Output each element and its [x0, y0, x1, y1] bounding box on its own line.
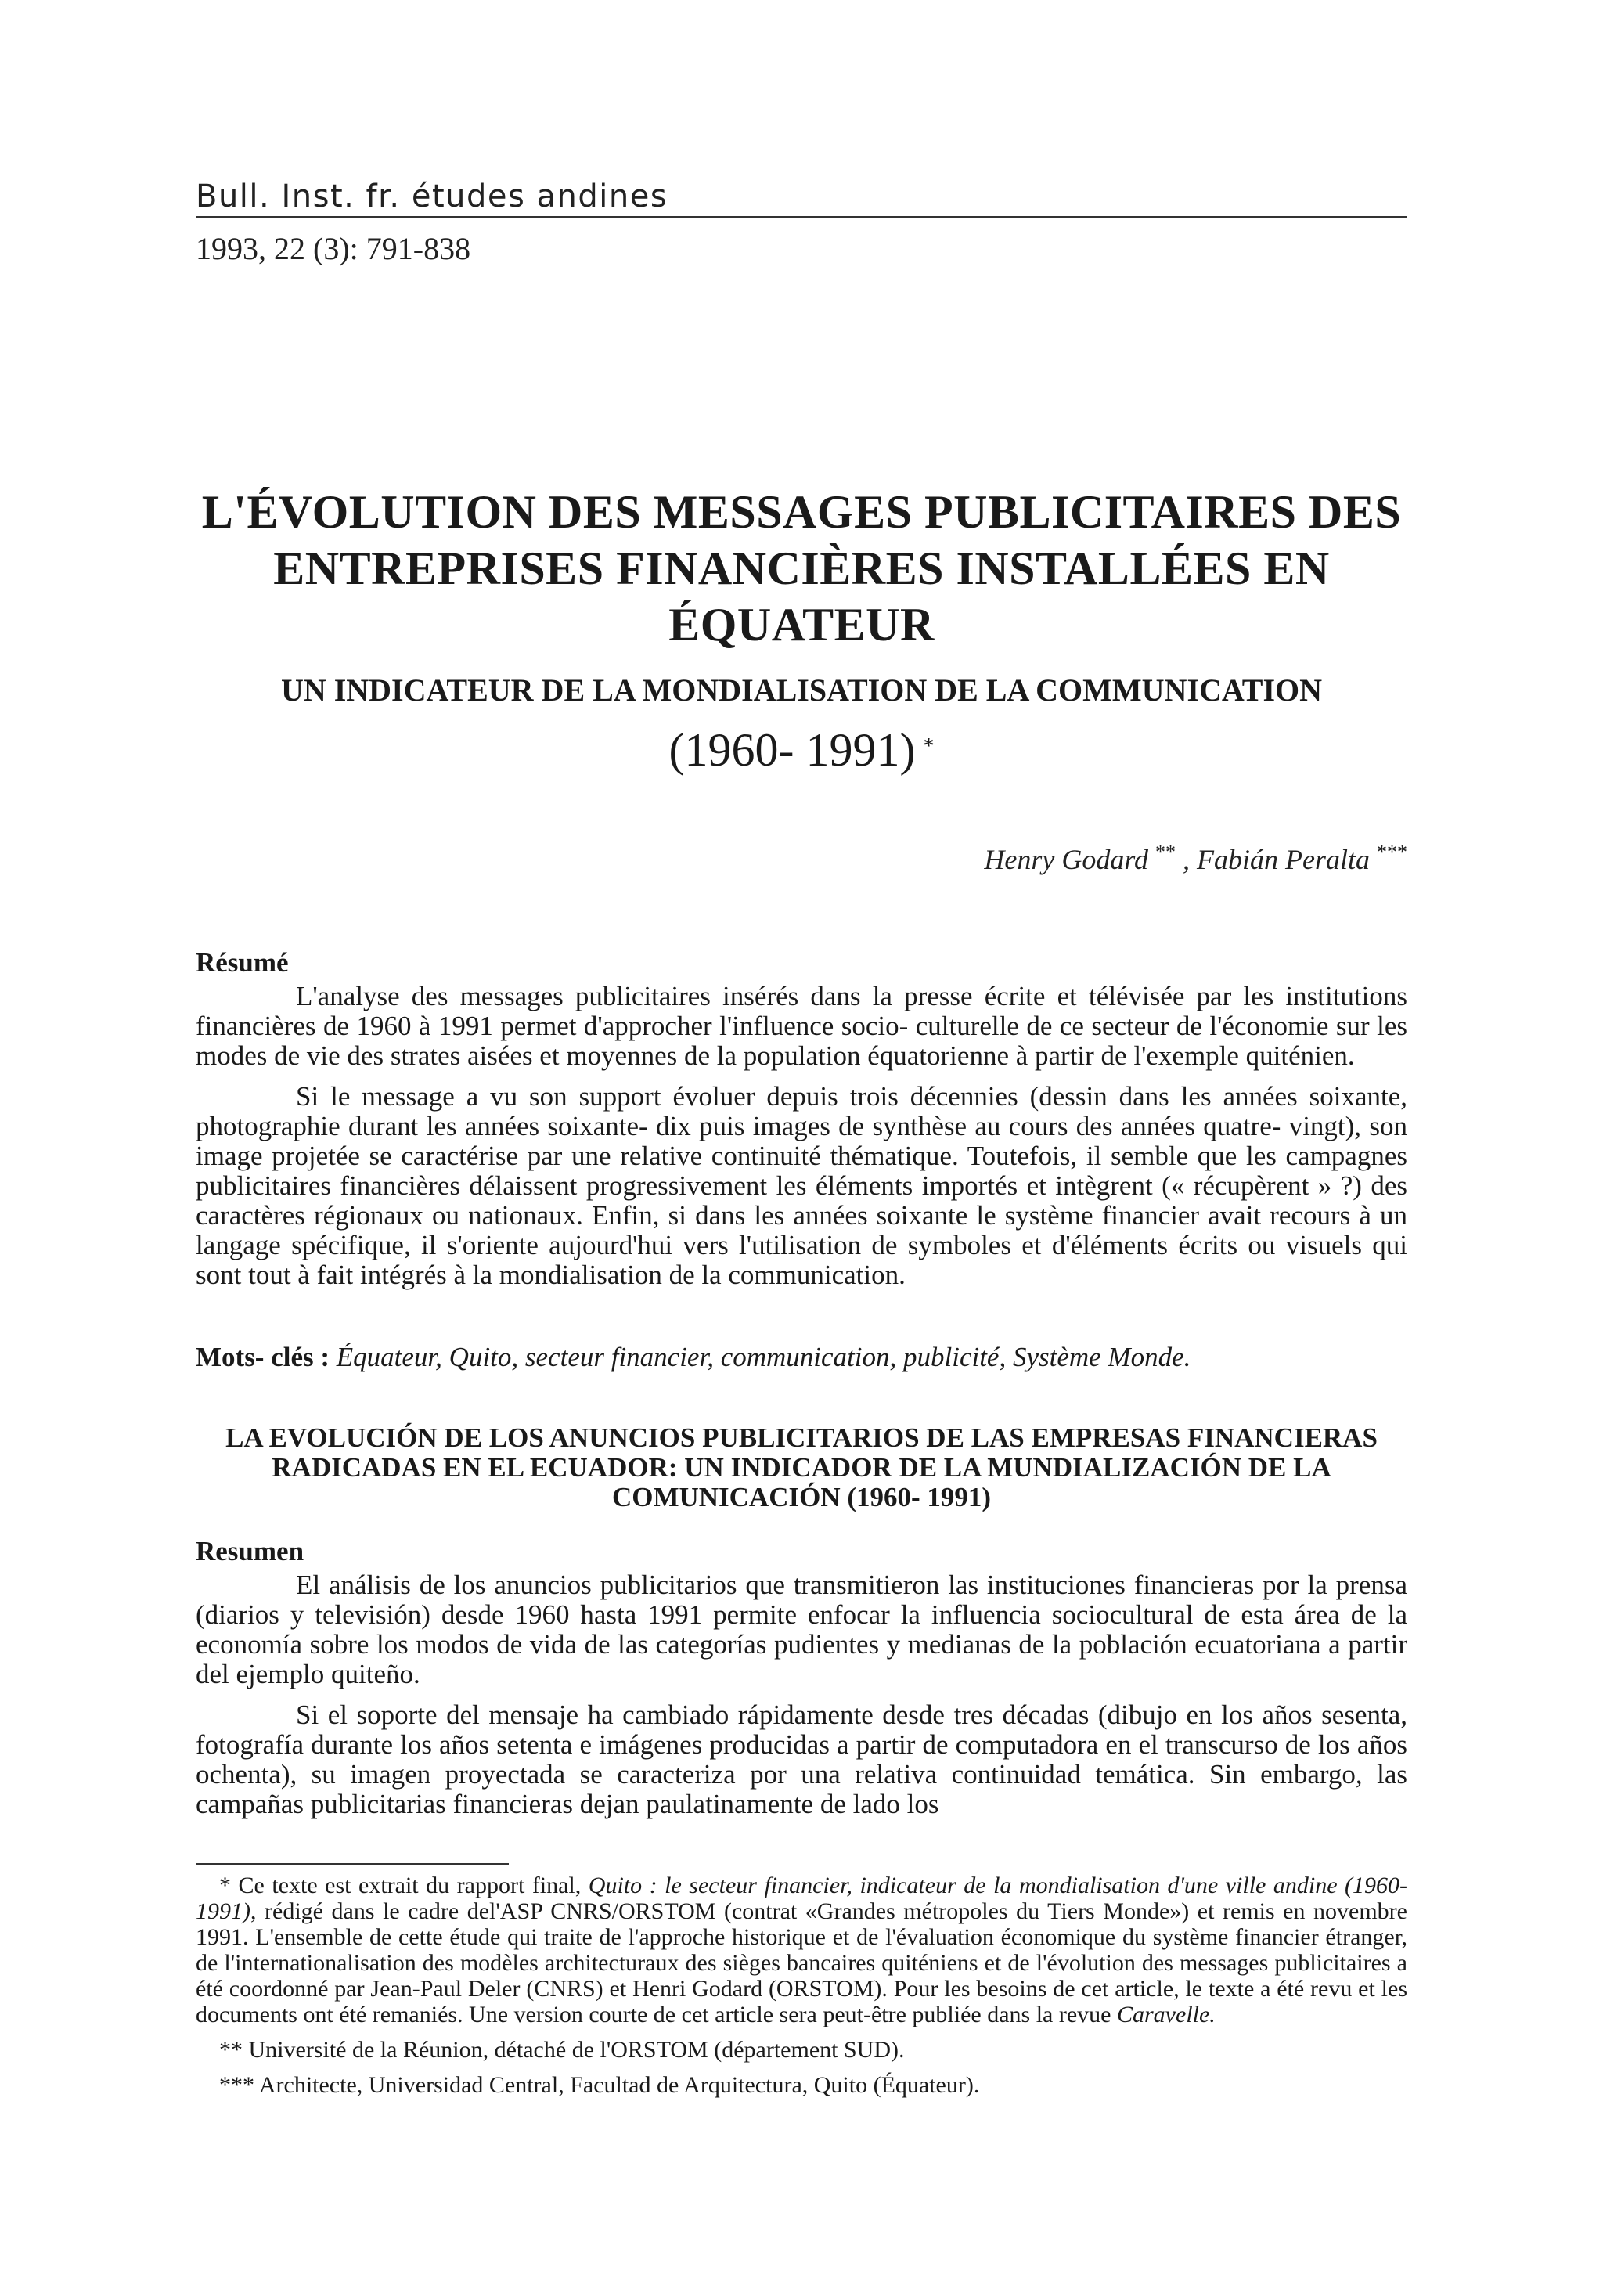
footnote-1	[196, 1872, 1407, 2027]
authors	[984, 841, 1407, 876]
article-title-block	[196, 484, 1407, 778]
footnotes	[196, 1872, 1407, 2107]
header-rule	[196, 216, 1407, 218]
keywords-label: Mots- clés :	[196, 1342, 330, 1372]
footnote-1-text: , rédigé dans le cadre del'ASP CNRS/ORSTOM (contrat «Grandes métropoles du Tiers Monde») et remis en novembre 1991. L'ensemble de cette étude qui traite de l'approche historique et de l'évaluation économique du système financier étranger, de l'internationalisation des modèles architecturaux des sièges bancaires quiténiens et de l'évolution des messages publicitaires a été coordonné par Jean-Paul Deler (CNRS) et Henri Godard (ORSTOM). Pour les besoins de cet article, le texte a été revu et les documents ont été remaniés. Une version courte de cet article sera peut-être publiée dans la revue	[196, 1898, 1407, 2027]
resumen-heading: Resumen	[196, 1536, 304, 1566]
resume-heading: Résumé	[196, 947, 289, 978]
resumen-paragraph-2: Si el soporte del mensaje ha cambiado rápidamente desde tres décadas (dibujo en los años sesenta, fotografía durante los años setenta e imágenes producidas a partir de computadora en el transcurso de los años ochenta), su imagen proyectada se caracteriza por una relativa continuidad temática. Sin embargo, las campañas publicitarias financieras dejan paulatinamente de lado los	[196, 1699, 1407, 1819]
resume-body	[196, 982, 1407, 1301]
spanish-title: LA EVOLUCIÓN DE LOS ANUNCIOS PUBLICITARIOS DE LAS EMPRESAS FINANCIERAS RADICADAS EN EL ECUADOR: UN INDICADOR DE LA MUNDIALIZACIÓN DE LA COMUNICACIÓN (1960- 1991)	[225, 1422, 1378, 1512]
author-1: Henry Godard	[984, 844, 1149, 875]
footnote-1-journal: Caravelle.	[1117, 2002, 1216, 2027]
title-footnote-mark: *	[923, 734, 935, 759]
keywords	[196, 1342, 1407, 1373]
journal-name: Bull. Inst. fr. études andines	[196, 178, 668, 214]
journal-volume: 1993, 22 (3): 791-838	[196, 231, 471, 266]
article-years-text: (1960- 1991)	[668, 724, 916, 776]
author-2-mark: ***	[1377, 841, 1407, 863]
author-2: Fabián Peralta	[1197, 844, 1370, 875]
author-1-mark: **	[1155, 841, 1176, 863]
keywords-list: Équateur, Quito, secteur financier, communication, publicité, Système Monde.	[336, 1342, 1191, 1372]
article-title-line-2: ENTREPRISES FINANCIÈRES INSTALLÉES EN	[273, 542, 1330, 594]
article-years	[196, 722, 1407, 778]
footnote-1-intro: Ce texte est extrait du rapport final,	[238, 1872, 582, 1898]
resume-paragraph-1: L'analyse des messages publicitaires insérés dans la presse écrite et télévisée par les institutions financières de 1960 à 1991 permet d'approcher l'influence socio- culturelle de ce secteur de l'économie sur les modes de vie des strates aisées et moyennes de la population équatorienne à partir de l'exemple quiténien.	[196, 981, 1407, 1071]
article-subtitle: UN INDICATEUR DE LA MONDIALISATION DE LA COMMUNICATION	[280, 672, 1323, 708]
footnote-1-report-title: Quito : le secteur financier, indicateur de la mondialisation d'une ville andine (1960-1991)	[196, 1872, 1408, 1924]
author-separator: ,	[1183, 844, 1191, 875]
resumen-body	[196, 1570, 1407, 1830]
footnote-2: ** Université de la Réunion, détaché de l'ORSTOM (département SUD).	[219, 2037, 905, 2063]
resume-paragraph-2: Si le message a vu son support évoluer depuis trois décennies (dessin dans les années soixante, photographie durant les années soixante- dix puis images de synthèse au cours des années quatre- vingt), son image projetée se caractérise par une relative continuité thématique. Toutefois, il semble que les campagnes publicitaires financières délaissent progressivement les éléments importés et intègrent (« récupèrent » ?) des caractères régionaux ou nationaux. Enfin, si dans les années soixante le système financier avait recours à un langage spécifique, il s'oriente aujourd'hui vers l'utilisation de symboles et d'éléments écrits ou visuels qui sont tout à fait intégrés à la mondialisation de la communication.	[196, 1081, 1407, 1290]
article-title-line-1: L'ÉVOLUTION DES MESSAGES PUBLICITAIRES DES	[201, 486, 1402, 538]
resumen-paragraph-1: El análisis de los anuncios publicitarios que transmitieron las instituciones financieras por la prensa (diarios y televisión) desde 1960 hasta 1991 permite enfocar la influencia sociocultural de esta área de la economía sobre los modos de vida de las categorías pudientes y medianas de la población ecuatoriana a partir del ejemplo quiteño.	[196, 1570, 1407, 1689]
footnote-rule	[196, 1863, 509, 1865]
article-title-line-3: ÉQUATEUR	[668, 599, 935, 651]
footnote-1-mark: *	[219, 1872, 231, 1898]
footnote-3: *** Architecte, Universidad Central, Facultad de Arquitectura, Quito (Équateur).	[219, 2072, 980, 2098]
